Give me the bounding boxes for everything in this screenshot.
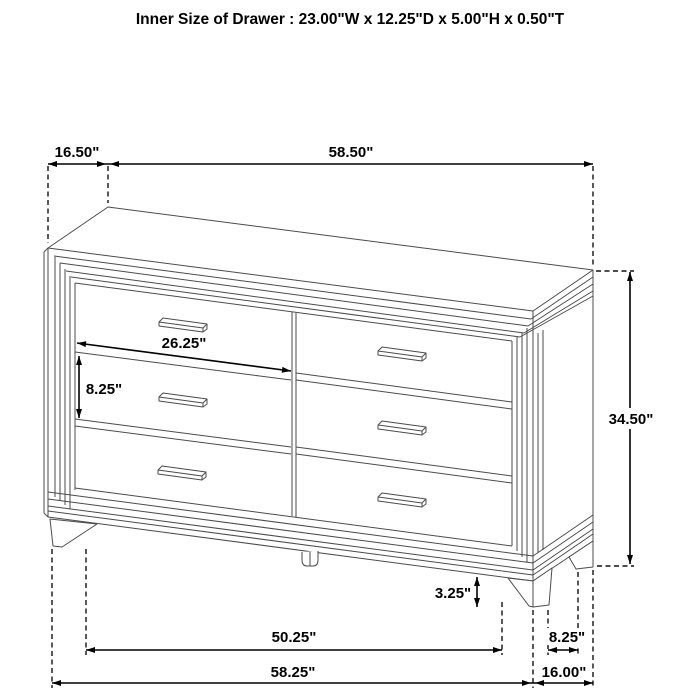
- left-side-edge: [44, 248, 48, 517]
- handle-bottom-left: [158, 466, 206, 480]
- left-stile-molding: [55, 257, 75, 509]
- handle-top-right: [378, 347, 426, 361]
- handle-bottom-right: [378, 493, 426, 507]
- dim-label-front-leg-span: 50.25": [271, 629, 317, 646]
- right-stile-molding: [512, 328, 527, 562]
- dim-label-drawer-front-height: 8.25": [85, 381, 123, 398]
- dim-label-side-leg-gap: 8.25": [548, 629, 586, 646]
- dresser-drawing: [44, 207, 593, 607]
- front-right-leg-front: [508, 578, 533, 607]
- drawer-center-divider: [292, 312, 296, 517]
- dim-label-overall-height: 34.50": [608, 411, 654, 428]
- base-molding-front: [48, 488, 533, 575]
- dim-label-overall-width: 58.25": [270, 664, 316, 681]
- dresser-top-surface: [48, 207, 593, 311]
- page-title: Inner Size of Drawer : 23.00"W x 12.25"D x 5.00"H x 0.50"T: [135, 11, 565, 28]
- center-foot: [302, 551, 318, 566]
- handle-middle-right: [378, 421, 426, 435]
- handle-middle-left: [159, 393, 207, 407]
- right-column-drawer-separators: [296, 373, 512, 483]
- front-right-leg-side: [533, 568, 552, 607]
- dim-label-top-width: 58.50": [328, 144, 374, 161]
- dim-label-top-depth: 16.50": [54, 144, 100, 161]
- dim-label-overall-depth: 16.00": [541, 664, 587, 681]
- handle-top-left: [159, 318, 207, 332]
- back-right-leg: [569, 541, 593, 569]
- front-left-leg: [50, 519, 97, 547]
- dim-label-drawer-width: 26.25": [161, 335, 207, 352]
- dim-label-leg-height: 3.25": [434, 585, 472, 602]
